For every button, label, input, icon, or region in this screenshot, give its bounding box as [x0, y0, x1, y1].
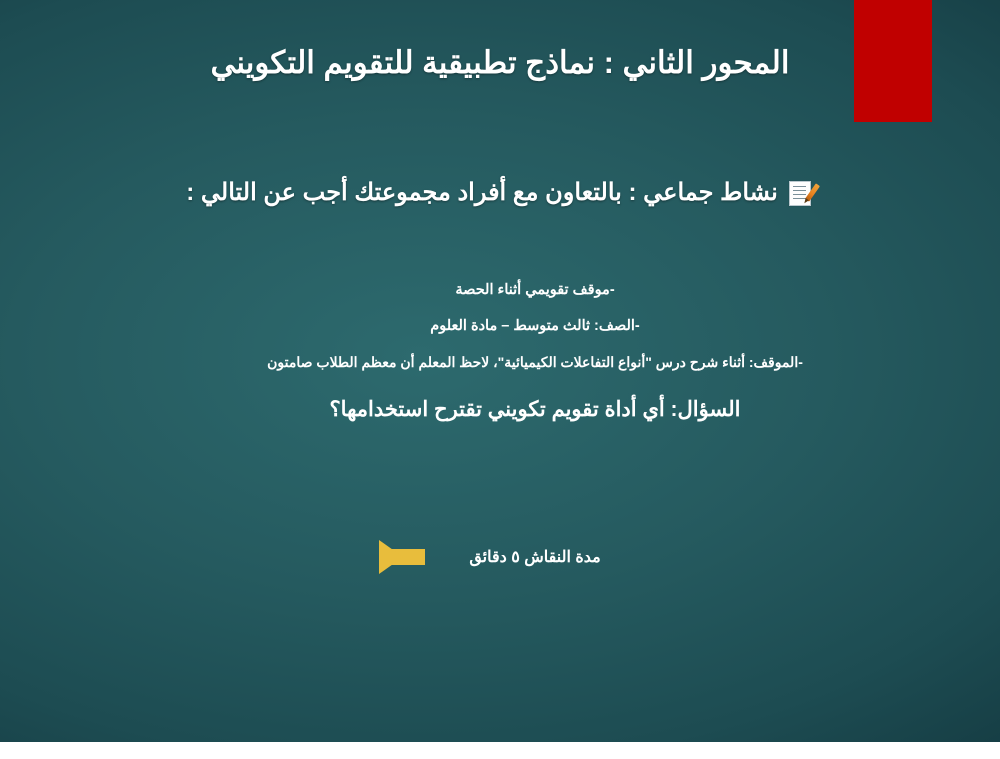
activity-instruction-text: نشاط جماعي : بالتعاون مع أفراد مجموعتك أجب عن التالي : — [186, 179, 778, 206]
duration-text: مدة النقاش ٥ دقائق — [469, 549, 601, 566]
list-item: -موقف تقويمي أثناء الحصة — [455, 282, 615, 298]
note-pencil-icon — [788, 180, 814, 206]
activity-instruction — [120, 178, 880, 207]
question-text: السؤال: أي أداة تقويم تكويني تقترح استخدامها؟ — [329, 398, 741, 421]
slide-title: المحور الثاني : نماذج تطبيقية للتقويم التكويني — [210, 45, 790, 80]
right-arrow-icon — [379, 540, 447, 574]
list-item: -الموقف: أثناء شرح درس "أنواع التفاعلات الكيميائية"، لاحظ المعلم أن معظم الطلاب صامتون — [267, 354, 803, 370]
slide-bottom-margin — [0, 742, 1000, 759]
list-item: -الصف: ثالث متوسط – مادة العلوم — [430, 318, 640, 334]
bullet-list — [150, 282, 920, 422]
duration-row — [140, 540, 840, 574]
red-accent-block — [854, 0, 932, 122]
